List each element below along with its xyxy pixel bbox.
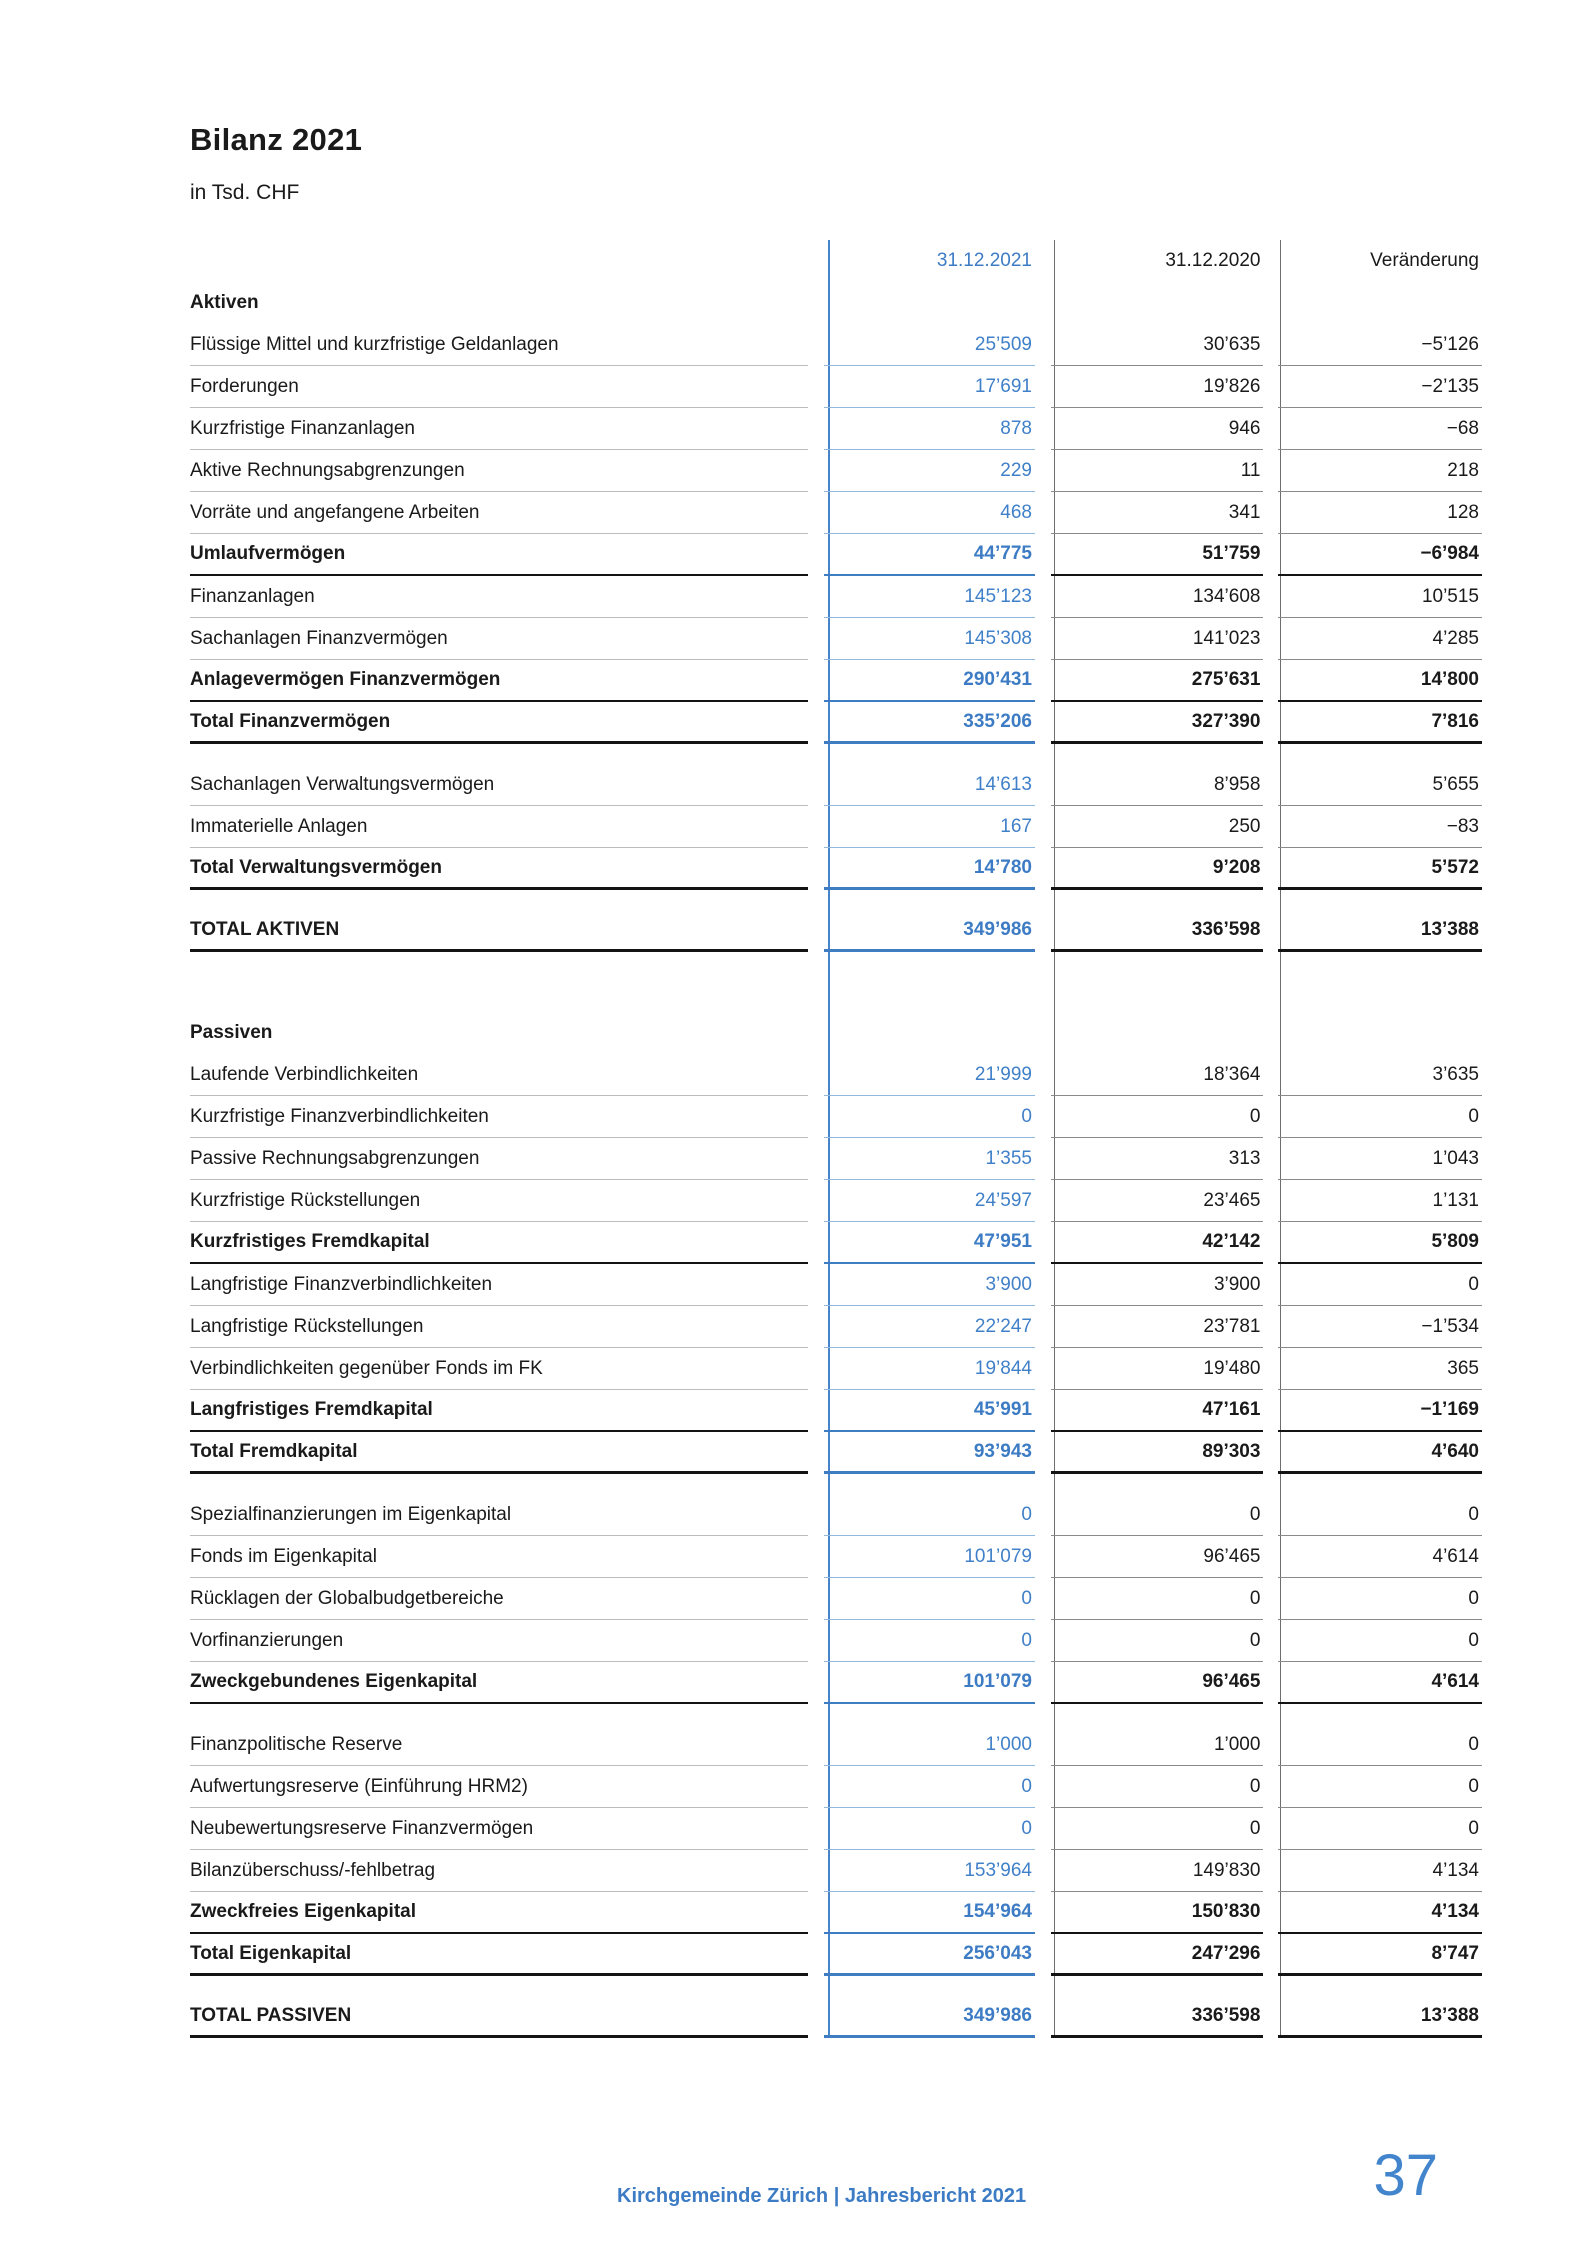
value-2020: 0 xyxy=(1051,1096,1263,1138)
table-row xyxy=(190,702,1482,744)
value-change xyxy=(1278,282,1482,324)
value-change: 13’388 xyxy=(1278,910,1482,952)
value-change: 5’572 xyxy=(1278,848,1482,890)
column-header-2020: 31.12.2020 xyxy=(1165,250,1261,271)
value-change: 365 xyxy=(1278,1348,1482,1390)
value-change: 4’614 xyxy=(1278,1662,1482,1704)
row-label: Total Fremdkapital xyxy=(190,1432,808,1474)
value-2021: 0 xyxy=(824,1096,1035,1138)
value-2021: 0 xyxy=(824,1620,1035,1662)
table-row xyxy=(190,1096,1482,1138)
table-row xyxy=(190,1536,1482,1578)
value-change: 14’800 xyxy=(1278,660,1482,702)
value-change: 8’747 xyxy=(1278,1934,1482,1976)
table-row xyxy=(190,1222,1482,1264)
value-change: 0 xyxy=(1278,1766,1482,1808)
table-row xyxy=(190,1620,1482,1662)
row-label: Total Finanzvermögen xyxy=(190,702,808,744)
value-change: 4’285 xyxy=(1278,618,1482,660)
row-label: Sachanlagen Verwaltungsvermögen xyxy=(190,764,808,806)
value-change: 4’134 xyxy=(1278,1892,1482,1934)
table-row xyxy=(190,764,1482,806)
spacer-row xyxy=(190,1976,1482,1996)
table-row xyxy=(190,1306,1482,1348)
value-2020: 141’023 xyxy=(1051,618,1263,660)
row-label: TOTAL AKTIVEN xyxy=(190,910,808,952)
value-change: 0 xyxy=(1278,1808,1482,1850)
value-change: 0 xyxy=(1278,1620,1482,1662)
value-2021: 153’964 xyxy=(824,1850,1035,1892)
value-2020: 275’631 xyxy=(1051,660,1263,702)
balance-sheet-table xyxy=(190,240,1482,2038)
value-2021: 256’043 xyxy=(824,1934,1035,1976)
value-2020: 23’781 xyxy=(1051,1306,1263,1348)
table-row xyxy=(190,408,1482,450)
value-2021: 154’964 xyxy=(824,1892,1035,1934)
row-label: Laufende Verbindlichkeiten xyxy=(190,1054,808,1096)
table-row xyxy=(190,324,1482,366)
table-row xyxy=(190,1892,1482,1934)
spacer-row xyxy=(190,890,1482,910)
value-2021: 3’900 xyxy=(824,1264,1035,1306)
value-2020: 1’000 xyxy=(1051,1724,1263,1766)
value-change: 0 xyxy=(1278,1724,1482,1766)
table-row xyxy=(190,450,1482,492)
table-row xyxy=(190,492,1482,534)
page-number: 37 xyxy=(1373,2143,1438,2208)
table-row xyxy=(190,1390,1482,1432)
row-label: Anlagevermögen Finanzvermögen xyxy=(190,660,808,702)
value-2021: 335’206 xyxy=(824,702,1035,744)
value-2021: 1’355 xyxy=(824,1138,1035,1180)
row-label: Finanzanlagen xyxy=(190,576,808,618)
value-2021: 25’509 xyxy=(824,324,1035,366)
row-label: Immaterielle Anlagen xyxy=(190,806,808,848)
section-header-row xyxy=(190,1012,1482,1054)
value-2021: 101’079 xyxy=(824,1662,1035,1704)
table-row xyxy=(190,1432,1482,1474)
row-label: Langfristige Finanzverbindlichkeiten xyxy=(190,1264,808,1306)
value-2021: 45’991 xyxy=(824,1390,1035,1432)
value-2021: 167 xyxy=(824,806,1035,848)
table-row xyxy=(190,1662,1482,1704)
row-label: Neubewertungsreserve Finanzvermögen xyxy=(190,1808,808,1850)
row-label: Langfristige Rückstellungen xyxy=(190,1306,808,1348)
value-change: 5’655 xyxy=(1278,764,1482,806)
value-2021: 47’951 xyxy=(824,1222,1035,1264)
value-2021: 14’613 xyxy=(824,764,1035,806)
row-label: Passiven xyxy=(190,1022,273,1043)
value-2020: 250 xyxy=(1051,806,1263,848)
value-2021: 145’123 xyxy=(824,576,1035,618)
value-2020: 149’830 xyxy=(1051,1850,1263,1892)
value-2021: 19’844 xyxy=(824,1348,1035,1390)
table-row xyxy=(190,1264,1482,1306)
value-2021: 24’597 xyxy=(824,1180,1035,1222)
value-2020: 150’830 xyxy=(1051,1892,1263,1934)
value-2020: 0 xyxy=(1051,1620,1263,1662)
value-change: −83 xyxy=(1278,806,1482,848)
value-change: −68 xyxy=(1278,408,1482,450)
row-label: Langfristiges Fremdkapital xyxy=(190,1390,808,1432)
table-row xyxy=(190,576,1482,618)
value-2020: 18’364 xyxy=(1051,1054,1263,1096)
value-change: 4’640 xyxy=(1278,1432,1482,1474)
row-label: Aktive Rechnungsabgrenzungen xyxy=(190,450,808,492)
value-2020: 336’598 xyxy=(1051,1996,1263,2038)
row-label: Total Eigenkapital xyxy=(190,1934,808,1976)
value-change: 1’043 xyxy=(1278,1138,1482,1180)
value-2021: 0 xyxy=(824,1578,1035,1620)
value-2021: 349’986 xyxy=(824,910,1035,952)
value-2020: 0 xyxy=(1051,1808,1263,1850)
value-change xyxy=(1278,1012,1482,1054)
value-2021: 0 xyxy=(824,1766,1035,1808)
row-label: Flüssige Mittel und kurzfristige Geldanlagen xyxy=(190,324,808,366)
value-2021: 349’986 xyxy=(824,1996,1035,2038)
row-label: Aufwertungsreserve (Einführung HRM2) xyxy=(190,1766,808,1808)
table-row xyxy=(190,1850,1482,1892)
row-label: Bilanzüberschuss/-fehlbetrag xyxy=(190,1850,808,1892)
value-2021: 290’431 xyxy=(824,660,1035,702)
value-2021: 17’691 xyxy=(824,366,1035,408)
value-2020: 0 xyxy=(1051,1766,1263,1808)
row-label: Umlaufvermögen xyxy=(190,534,808,576)
row-label: Aktiven xyxy=(190,292,259,313)
table-row xyxy=(190,1996,1482,2038)
table-row xyxy=(190,1578,1482,1620)
row-label: Passive Rechnungsabgrenzungen xyxy=(190,1138,808,1180)
value-2020: 51’759 xyxy=(1051,534,1263,576)
value-change: 3’635 xyxy=(1278,1054,1482,1096)
value-2021: 21’999 xyxy=(824,1054,1035,1096)
table-row xyxy=(190,1724,1482,1766)
value-2021: 145’308 xyxy=(824,618,1035,660)
row-label: Spezialfinanzierungen im Eigenkapital xyxy=(190,1494,808,1536)
value-2020: 8’958 xyxy=(1051,764,1263,806)
value-2020: 327’390 xyxy=(1051,702,1263,744)
row-label: Verbindlichkeiten gegenüber Fonds im FK xyxy=(190,1348,808,1390)
row-label: Rücklagen der Globalbudgetbereiche xyxy=(190,1578,808,1620)
spacer-row xyxy=(190,952,1482,1012)
table-rows xyxy=(190,282,1482,2038)
table-row xyxy=(190,1138,1482,1180)
value-2020: 946 xyxy=(1051,408,1263,450)
value-change: 4’614 xyxy=(1278,1536,1482,1578)
row-label: Vorfinanzierungen xyxy=(190,1620,808,1662)
value-2021: 229 xyxy=(824,450,1035,492)
table-row xyxy=(190,1808,1482,1850)
value-change: −6’984 xyxy=(1278,534,1482,576)
row-label: Kurzfristige Finanzanlagen xyxy=(190,408,808,450)
value-2020: 247’296 xyxy=(1051,1934,1263,1976)
value-change: 218 xyxy=(1278,450,1482,492)
row-label: Kurzfristige Finanzverbindlichkeiten xyxy=(190,1096,808,1138)
value-2021: 878 xyxy=(824,408,1035,450)
value-change: −5’126 xyxy=(1278,324,1482,366)
value-change: 7’816 xyxy=(1278,702,1482,744)
value-2020: 96’465 xyxy=(1051,1536,1263,1578)
column-header-change: Veränderung xyxy=(1370,250,1479,271)
value-2020: 47’161 xyxy=(1051,1390,1263,1432)
row-label: Forderungen xyxy=(190,366,808,408)
value-2021: 0 xyxy=(824,1808,1035,1850)
table-row xyxy=(190,366,1482,408)
value-2020: 0 xyxy=(1051,1578,1263,1620)
row-label: Total Verwaltungsvermögen xyxy=(190,848,808,890)
value-2021: 44’775 xyxy=(824,534,1035,576)
row-label: Kurzfristige Rückstellungen xyxy=(190,1180,808,1222)
spacer-row xyxy=(190,744,1482,764)
value-change: 0 xyxy=(1278,1494,1482,1536)
value-change: 13’388 xyxy=(1278,1996,1482,2038)
row-label: Finanzpolitische Reserve xyxy=(190,1724,808,1766)
table-row xyxy=(190,618,1482,660)
row-label: Kurzfristiges Fremdkapital xyxy=(190,1222,808,1264)
value-2021: 93’943 xyxy=(824,1432,1035,1474)
value-2020: 313 xyxy=(1051,1138,1263,1180)
value-change: 0 xyxy=(1278,1264,1482,1306)
spacer-row xyxy=(190,1474,1482,1494)
value-change: −1’169 xyxy=(1278,1390,1482,1432)
table-row xyxy=(190,1348,1482,1390)
value-2020: 19’826 xyxy=(1051,366,1263,408)
table-header-row xyxy=(190,240,1482,282)
value-change: 5’809 xyxy=(1278,1222,1482,1264)
row-label: Zweckgebundenes Eigenkapital xyxy=(190,1662,808,1704)
value-2021: 1’000 xyxy=(824,1724,1035,1766)
spacer-row xyxy=(190,1704,1482,1724)
header-label-spacer xyxy=(190,240,808,282)
value-2020: 19’480 xyxy=(1051,1348,1263,1390)
value-2021 xyxy=(824,282,1035,324)
row-label: Sachanlagen Finanzvermögen xyxy=(190,618,808,660)
value-2020: 134’608 xyxy=(1051,576,1263,618)
footer-text: Kirchgemeinde Zürich | Jahresbericht 2021 xyxy=(617,2185,1027,2207)
table-row xyxy=(190,1180,1482,1222)
value-2020: 30’635 xyxy=(1051,324,1263,366)
value-2021: 0 xyxy=(824,1494,1035,1536)
row-label: Fonds im Eigenkapital xyxy=(190,1536,808,1578)
row-label: TOTAL PASSIVEN xyxy=(190,1996,808,2038)
section-header-row xyxy=(190,282,1482,324)
value-change: 4’134 xyxy=(1278,1850,1482,1892)
value-2021: 14’780 xyxy=(824,848,1035,890)
table-row xyxy=(190,1054,1482,1096)
value-change: 0 xyxy=(1278,1578,1482,1620)
value-2021: 22’247 xyxy=(824,1306,1035,1348)
table-row xyxy=(190,660,1482,702)
value-change: −1’534 xyxy=(1278,1306,1482,1348)
value-change: 0 xyxy=(1278,1096,1482,1138)
value-2020: 336’598 xyxy=(1051,910,1263,952)
table-row xyxy=(190,806,1482,848)
value-change: 1’131 xyxy=(1278,1180,1482,1222)
value-2020: 3’900 xyxy=(1051,1264,1263,1306)
value-2020: 42’142 xyxy=(1051,1222,1263,1264)
value-2021: 468 xyxy=(824,492,1035,534)
value-2020: 11 xyxy=(1051,450,1263,492)
table-row xyxy=(190,848,1482,890)
column-header-2021: 31.12.2021 xyxy=(936,250,1032,271)
value-2020: 341 xyxy=(1051,492,1263,534)
value-2020: 96’465 xyxy=(1051,1662,1263,1704)
table-row xyxy=(190,1494,1482,1536)
table-row xyxy=(190,910,1482,952)
value-2020 xyxy=(1051,282,1263,324)
row-label: Zweckfreies Eigenkapital xyxy=(190,1892,808,1934)
table-row xyxy=(190,534,1482,576)
value-2020: 23’465 xyxy=(1051,1180,1263,1222)
value-2020 xyxy=(1051,1012,1263,1054)
value-2021 xyxy=(824,1012,1035,1054)
page-subtitle: in Tsd. CHF xyxy=(190,181,300,204)
value-2020: 9’208 xyxy=(1051,848,1263,890)
row-label: Vorräte und angefangene Arbeiten xyxy=(190,492,808,534)
table-row xyxy=(190,1766,1482,1808)
value-2020: 89’303 xyxy=(1051,1432,1263,1474)
value-2020: 0 xyxy=(1051,1494,1263,1536)
value-2021: 101’079 xyxy=(824,1536,1035,1578)
page-title: Bilanz 2021 xyxy=(190,122,363,157)
value-change: 128 xyxy=(1278,492,1482,534)
value-change: 10’515 xyxy=(1278,576,1482,618)
value-change: −2’135 xyxy=(1278,366,1482,408)
table-row xyxy=(190,1934,1482,1976)
